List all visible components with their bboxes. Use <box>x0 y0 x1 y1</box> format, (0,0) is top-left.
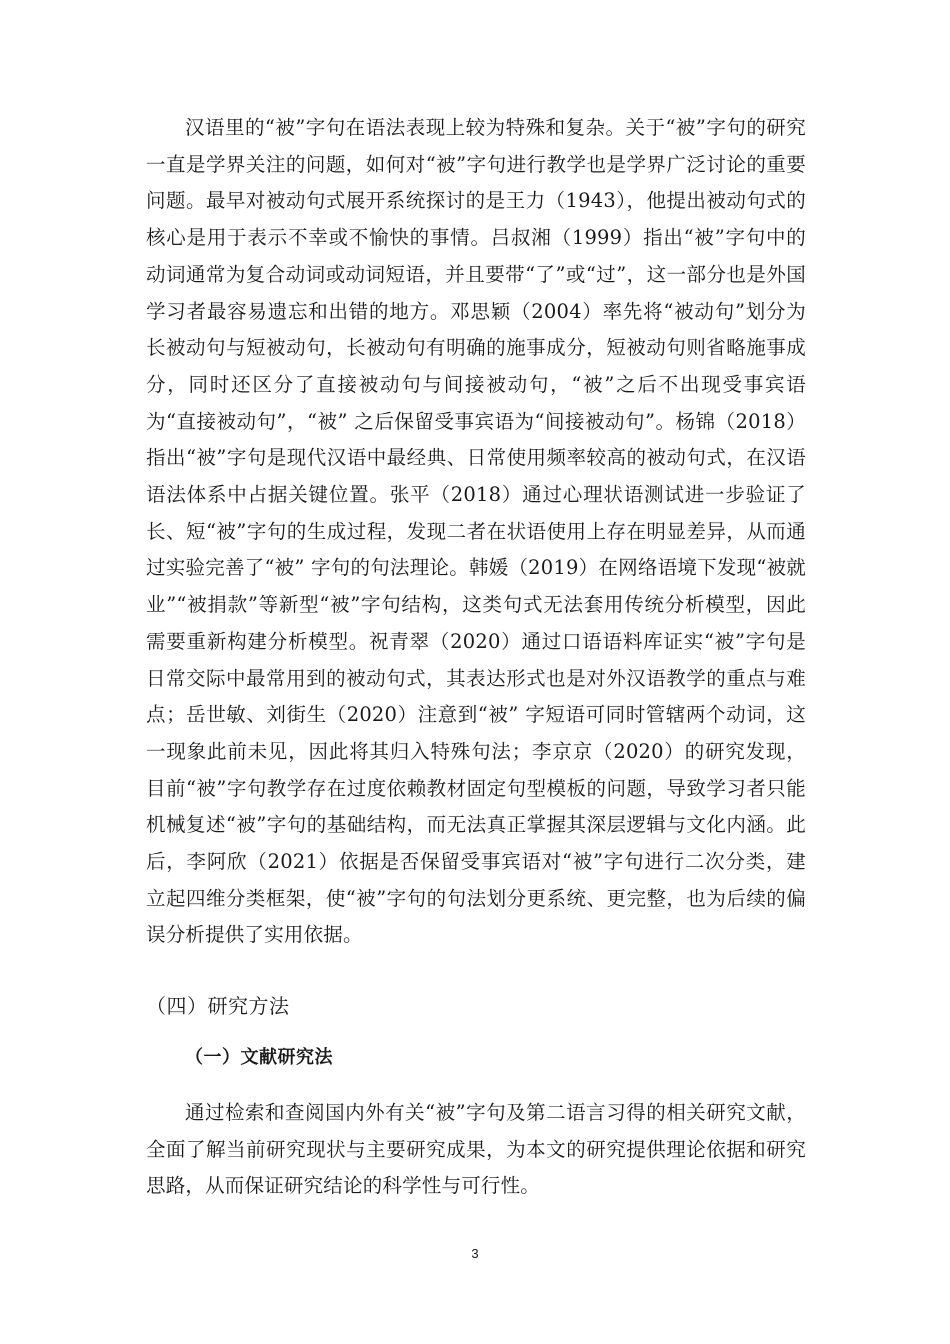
subsection-heading: （一）文献研究法 <box>185 1047 333 1068</box>
literature-review-paragraph: 汉语里的“被”字句在语法表现上较为特殊和复杂。关于“被”字句的研究一直是学界关注的问题，如何对“被”字句进行教学也是学界广泛讨论的重要问题。最早对被动句式展开系统探讨的是王力（1943），他提出被动句式的核心是用于表示不幸或不愉快的事情。吕叔湘（1999）指出“被”字句中的动词通常为复合动词或动词短语，并且要带“了”或“过”，这一部分也是外国学习者最容易遗忘和出错的地方。邓思颖（2004）率先将“被动句”划分为长被动句与短被动句，长被动句有明确的施事成分，短被动句则省略施事成分，同时还区分了直接被动句与间接被动句，“被”之后不出现受事宾语为“直接被动句”，“被” 之后保留受事宾语为“间接被动句”。杨锦（2018）指出“被”字句是现代汉语中最经典、日常使用频率较高的被动句式，在汉语语法体系中占据关键位置。张平（2018）通过心理状语测试进一步验证了长、短“被”字句的生成过程，发现二者在状语使用上存在明显差异，从而通过实验完善了“被” 字句的句法理论。韩媛（2019）在网络语境下发现“被就业”“被捐款”等新型“被”字句结构，这类句式无法套用传统分析模型，因此需要重新构建分析模型。祝青翠（2020）通过口语语料库证实“被”字句是日常交际中最常用到的被动句式，其表达形式也是对外汉语教学的重点与难点；岳世敏、刘街生（2020）注意到“被” 字短语可同时管辖两个动词，这一现象此前未见，因此将其归入特殊句法；李京京（2020）的研究发现，目前“被”字句教学存在过度依赖教材固定句型模板的问题，导致学习者只能机械复述“被”字句的基础结构，而无法真正掌握其深层逻辑与文化内涵。此后，李阿欣（2021）依据是否保留受事宾语对“被”字句进行二次分类，建立起四维分类框架，使“被”字句的句法划分更系统、更完整，也为后续的偏误分析提供了实用依据。 <box>146 116 806 947</box>
page-number: 3 <box>471 1246 479 1261</box>
section-heading: （四）研究方法 <box>146 994 290 1018</box>
method-description-paragraph: 通过检索和查阅国内外有关“被”字句及第二语言习得的相关研究文献，全面了解当前研究现状与主要研究成果，为本文的研究提供理论依据和研究思路，从而保证研究结论的科学性与可行性。 <box>146 1101 806 1198</box>
